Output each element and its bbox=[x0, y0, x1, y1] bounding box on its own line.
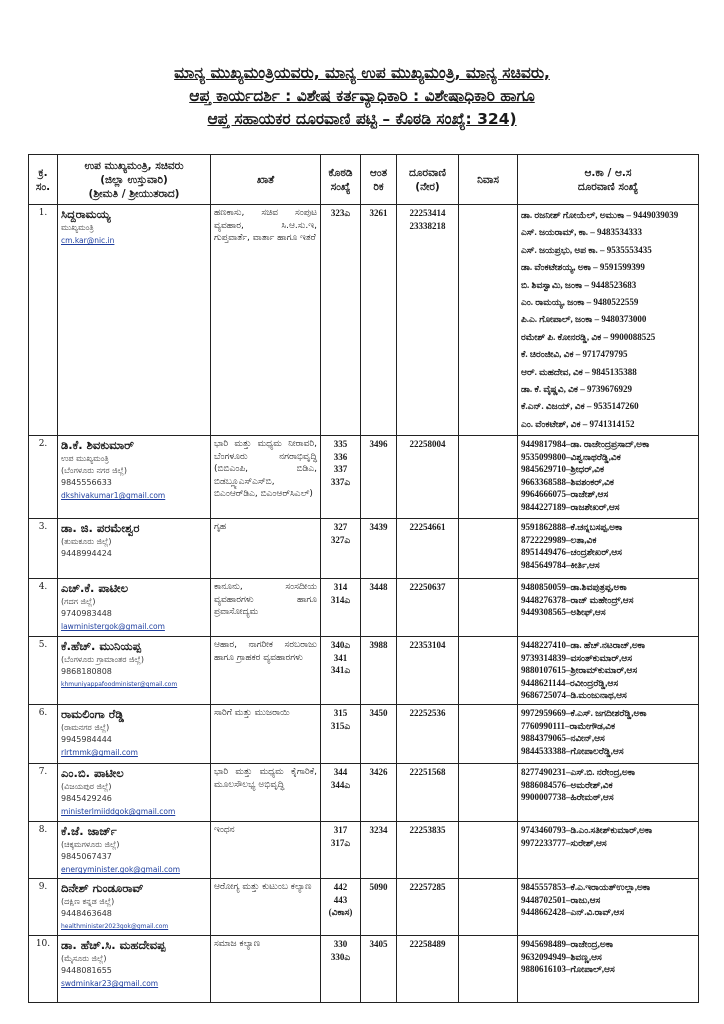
staff-entry: ಕೆ. ಚಿರಂಜೀವಿ, ವಿಕ – 9717479795 bbox=[521, 349, 628, 360]
direct-phone-cell bbox=[397, 579, 459, 637]
residence-cell bbox=[459, 936, 518, 1003]
room-number: 315 bbox=[333, 708, 348, 719]
staff-entry: ಎಸ್. ಜಯರಾಮ್, ಕಾ. – 9483534333 bbox=[521, 227, 643, 238]
room-number: 337ಎ bbox=[330, 476, 351, 487]
direct-phone-cell bbox=[397, 436, 459, 519]
intercom-cell: 3448 bbox=[361, 579, 397, 637]
direct-phone: 22258489 bbox=[409, 939, 446, 950]
residence-cell bbox=[459, 879, 518, 936]
minister-mobile: 9448994424 bbox=[61, 549, 112, 559]
staff-cell bbox=[518, 879, 699, 936]
minister-cell bbox=[58, 936, 211, 1003]
table-row bbox=[29, 705, 699, 764]
minister-designation: (ರಾಮನಗರ ಜಿಲ್ಲೆ) bbox=[61, 723, 110, 733]
staff-entry: 9880107615–ಶ್ರೀರಾಮ್‌ಕುಮಾರ್,ಆಸ bbox=[521, 665, 638, 676]
direct-phone-cell bbox=[397, 519, 459, 579]
staff-cell bbox=[518, 579, 699, 637]
direct-phone-cell bbox=[397, 637, 459, 705]
staff-entry: ಪಿ.ಎ. ಗೋಪಾಲ್, ಜಂಕಾ – 9480373000 bbox=[521, 314, 647, 325]
room-cell bbox=[321, 764, 361, 822]
direct-phone-cell bbox=[397, 879, 459, 936]
minister-email-link[interactable]: ministerlmiiddgok@gmail.com bbox=[61, 807, 176, 817]
direct-phone: 22251568 bbox=[409, 767, 446, 778]
col-name-line-2: (ಜಿಲ್ಲಾ ಉಸ್ತುವಾರಿ) bbox=[100, 173, 168, 186]
col-intercom: ಆಂತ ರಿಕ bbox=[361, 155, 397, 205]
minister-name: ದಿನೇಶ್ ಗುಂಡೂರಾವ್ bbox=[61, 881, 144, 896]
minister-mobile: 9868180808 bbox=[61, 667, 112, 677]
table-row bbox=[29, 519, 699, 579]
minister-name: ಡಾ. ಜಿ. ಪರಮೇಶ್ವರ bbox=[61, 521, 140, 536]
residence-cell bbox=[459, 822, 518, 879]
room-number: 443 bbox=[333, 894, 348, 905]
col-staff bbox=[518, 155, 699, 205]
portfolio-cell: ಭಾರಿ ಮತ್ತು ಮಧ್ಯಮ ನೀರಾವರಿ, ಬೆಂಗಳೂರು ನಗರಾಭಿವೃದ್ಧಿ (ಬಿಬಿಎಂಪಿ, ಬಿಡಿಎ, ಬಿಡಬ್ಲ್ಯೂಎಸ್ಎಸ್‌ಬಿ, ಬಿಎಂಆರ್‌ಡಿಎ, ಬಿಎಂಆರ್‌ಸಿಎಲ್) bbox=[211, 436, 321, 519]
minister-mobile: 9945984444 bbox=[61, 735, 112, 745]
portfolio-cell: ಭಾರಿ ಮತ್ತು ಮಧ್ಯಮ ಕೈಗಾರಿಕೆ, ಮೂಲಸೌಲಭ್ಯ ಅಭಿವೃದ್ಧಿ bbox=[211, 764, 321, 822]
col-staff-line-1: ಆ.ಕಾ / ಆ.ಸ bbox=[584, 166, 632, 179]
staff-cell bbox=[518, 205, 699, 436]
room-number: 327ಎ bbox=[330, 534, 351, 545]
serial-number: 5. bbox=[29, 637, 58, 705]
direct-phone: 23338218 bbox=[409, 220, 446, 231]
staff-entry: 8277490231–ಎಸ್.ಬಿ. ನರೇಂದ್ರ,ಅಕಾ bbox=[521, 767, 636, 778]
table-body bbox=[29, 205, 699, 1003]
col-staff-line-2: ದೂರವಾಣಿ ಸಂಖ್ಯೆ bbox=[577, 180, 639, 193]
room-number: 315ಎ bbox=[330, 720, 351, 731]
staff-entry: 9448621144–ರವೀಂದ್ರರೆಡ್ಡಿ,ಆಸ bbox=[521, 677, 619, 688]
portfolio-cell: ಆಹಾರ, ನಾಗರೀಕ ಸರಬರಾಜು ಹಾಗೂ ಗ್ರಾಹಕರ ವ್ಯವಹಾರಗಳು bbox=[211, 637, 321, 705]
room-number: 314 bbox=[333, 582, 348, 593]
portfolio-cell: ಗೃಹ bbox=[211, 519, 321, 579]
minister-district: (ಬೆಂಗಳೂರು ನಗರ ಜಿಲ್ಲೆ) bbox=[61, 466, 128, 476]
portfolio-cell: ಆರೋಗ್ಯ ಮತ್ತು ಕುಟುಂಬ ಕಲ್ಯಾಣ bbox=[211, 879, 321, 936]
minister-email-link[interactable]: dkshivakumar1@gmail.com bbox=[61, 491, 166, 501]
direct-phone-cell bbox=[397, 936, 459, 1003]
staff-entry: ರಮೇಶ್ ಪಿ. ಕೋನರಡ್ಡಿ, ವಿಕ – 9900088525 bbox=[521, 331, 656, 342]
staff-entry: 9686725074–ಡಿ.ಮಂಜುನಾಥ,ಆಸ bbox=[521, 690, 627, 701]
staff-entry: ಆರ್. ಮಹದೇವ, ವಿಕ – 9845135388 bbox=[521, 366, 637, 377]
minister-cell bbox=[58, 436, 211, 519]
table-row bbox=[29, 822, 699, 879]
minister-designation: (ಬೆಂಗಳೂರು ಗ್ರಾಮಾಂತರ ಜಿಲ್ಲೆ) bbox=[61, 655, 144, 665]
intercom-cell: 3496 bbox=[361, 436, 397, 519]
intercom-cell: 3450 bbox=[361, 705, 397, 764]
minister-cell bbox=[58, 579, 211, 637]
minister-email-link[interactable]: energyminister.gok@gmail.com bbox=[61, 865, 181, 875]
staff-entry: 9964666075–ರಾಜೇಶ್,ಆಸ bbox=[521, 489, 609, 500]
header-line-2: ಆಪ್ತ ಕಾರ್ಯದರ್ಶಿ : ವಿಶೇಷ ಕರ್ತವ್ಯಾಧಿಕಾರಿ : ವಿಶೇಷಾಧಿಕಾರಿ ಹಾಗೂ bbox=[189, 87, 535, 105]
portfolio-cell: ಹಣಕಾಸು, ಸಚಿವ ಸಂಪುಟ ವ್ಯವಹಾರ, ಸಿ.ಆ.ಸು.ಇ, ಗುಪ್ತವಾರ್ತೆ, ವಾರ್ತಾ ಹಾಗೂ ಇತರೆ bbox=[211, 205, 321, 436]
room-number: 344 bbox=[333, 767, 348, 778]
room-cell bbox=[321, 436, 361, 519]
room-cell bbox=[321, 822, 361, 879]
minister-designation: ಮುಖ್ಯಮಂತ್ರಿ bbox=[61, 223, 94, 232]
serial-number: 3. bbox=[29, 519, 58, 579]
staff-entry: ಡಾ. ಕೆ. ವೈಷ್ಣವಿ, ವಿಕ – 9739676929 bbox=[521, 384, 632, 395]
staff-entry: 9945698489–ರಾಜೇಂದ್ರ,ಅಕಾ bbox=[521, 939, 614, 950]
minister-cell bbox=[58, 764, 211, 822]
direct-phone: 22252536 bbox=[409, 708, 446, 719]
staff-entry: 9743460793–ಡಿ.ಎಂ.ಸತೀಶ್‌ಕುಮಾರ್,ಅಕಾ bbox=[521, 825, 653, 836]
staff-entry: 9449308565–ಅಶೀಫ್,ಆಸ bbox=[521, 607, 606, 618]
room-cell bbox=[321, 579, 361, 637]
room-number: 330 bbox=[333, 939, 348, 950]
staff-entry: ಎಂ. ವೆಂಕಟೇಶ್, ವಿಕ – 9741314152 bbox=[521, 418, 635, 429]
staff-cell bbox=[518, 637, 699, 705]
staff-entry: 9844227189–ರಾಜಶೇಖರ್,ಆಸ bbox=[521, 501, 620, 512]
direct-phone: 22254661 bbox=[409, 522, 446, 533]
residence-cell bbox=[459, 205, 518, 436]
staff-entry: 8722229989–ಲತಾ,ವಿಕ bbox=[521, 534, 597, 545]
room-number: 337 bbox=[333, 464, 348, 475]
col-sl: ಕ್ರ. ಸಂ. bbox=[29, 155, 58, 205]
staff-entry: 9845649784–ಕೀರ್ತಿ,ಆಸ bbox=[521, 559, 600, 570]
residence-cell bbox=[459, 519, 518, 579]
portfolio-cell: ಇಂಧನ bbox=[211, 822, 321, 879]
room-number: (ವಿಕಾಸ) bbox=[328, 907, 353, 918]
staff-cell bbox=[518, 519, 699, 579]
minister-designation: (ವಿಜಯಪುರ ಜಿಲ್ಲೆ) bbox=[61, 782, 112, 792]
col-residence: ನಿವಾಸ bbox=[459, 155, 518, 205]
intercom-cell: 3426 bbox=[361, 764, 397, 822]
direct-phone: 22253835 bbox=[409, 825, 446, 836]
direct-phone: 22258004 bbox=[409, 439, 446, 450]
staff-entry: 8951449476–ಚಂದ್ರಶೇಖರ್,ಆಸ bbox=[521, 547, 622, 558]
room-number: 336 bbox=[333, 451, 348, 462]
room-cell bbox=[321, 637, 361, 705]
staff-entry: 9845557853–ಕೆ.ಎ.ಇರಾಯತ್‌ಉಲ್ಲಾ,ಅಕಾ bbox=[521, 882, 651, 893]
staff-entry: ಕೆ.ಎನ್. ವಿಜಯ್, ವಿಕ – 9535147260 bbox=[521, 401, 639, 412]
staff-entry: 9739314839–ವಸಂತ್‌ಕುಮಾರ್,ಆಸ bbox=[521, 652, 633, 663]
col-portfolio: ಖಾತೆ bbox=[211, 155, 321, 205]
minister-name: ರಾಮಲಿಂಗಾ ರೆಡ್ಡಿ bbox=[61, 707, 124, 722]
staff-entry: 9880616103–ಗೋಪಾಲ್,ಆಸ bbox=[521, 964, 615, 975]
staff-entry: 9448662428–ಎನ್.ವಿ.ರಾವ್,ಆಸ bbox=[521, 907, 625, 918]
room-cell bbox=[321, 705, 361, 764]
staff-entry: 9844533388–ಗೋಪಾಲರೆಡ್ಡಿ,ಆಸ bbox=[521, 745, 624, 756]
staff-entry: 9448276378–ರಾಜ್ ಮಹೇಂದ್ರ್,ಆಸ bbox=[521, 594, 634, 605]
direct-phone-cell bbox=[397, 822, 459, 879]
minister-mobile: 9448463648 bbox=[61, 909, 112, 919]
phone-directory-table bbox=[28, 154, 699, 1003]
direct-phone: 22253414 bbox=[409, 208, 446, 218]
table-row bbox=[29, 579, 699, 637]
minister-mobile: 9845067437 bbox=[61, 852, 112, 862]
room-number: 330ಎ bbox=[330, 951, 351, 962]
staff-cell bbox=[518, 822, 699, 879]
intercom-cell: 3405 bbox=[361, 936, 397, 1003]
direct-phone-cell bbox=[397, 205, 459, 436]
direct-phone: 22353104 bbox=[409, 640, 446, 651]
room-cell bbox=[321, 519, 361, 579]
minister-designation: (ದಕ್ಷಿಣ ಕನ್ನಡ ಜಿಲ್ಲೆ) bbox=[61, 897, 115, 907]
direct-phone: 22250637 bbox=[409, 582, 446, 593]
intercom-cell: 3261 bbox=[361, 205, 397, 436]
staff-entry: 9884379065–ನವೀನ್,ಆಸ bbox=[521, 733, 605, 744]
table-row bbox=[29, 936, 699, 1003]
intercom-cell: 3234 bbox=[361, 822, 397, 879]
room-number: 335 bbox=[333, 439, 348, 450]
serial-number: 7. bbox=[29, 764, 58, 822]
minister-cell bbox=[58, 637, 211, 705]
staff-cell bbox=[518, 436, 699, 519]
minister-cell bbox=[58, 705, 211, 764]
staff-entry: 9900007738–ಹಿರೇಮಠ್,ಆಸ bbox=[521, 792, 614, 803]
room-cell bbox=[321, 205, 361, 436]
document-header bbox=[0, 62, 724, 131]
serial-number: 8. bbox=[29, 822, 58, 879]
staff-entry: 9480850059–ಡಾ.ಶಿವಪುತ್ರಪ್ಪ,ಅಕಾ bbox=[521, 582, 627, 593]
staff-entry: ಡಾ. ರಜನೀಶ್ ಗೋಯೆಲ್, ಅಮುಕಾ – 9449039039 bbox=[521, 210, 679, 220]
staff-cell bbox=[518, 764, 699, 822]
room-number: 317 bbox=[333, 825, 348, 836]
minister-cell bbox=[58, 879, 211, 936]
room-cell bbox=[321, 936, 361, 1003]
table-header-row bbox=[29, 155, 699, 205]
intercom-cell: 3988 bbox=[361, 637, 397, 705]
col-name-line-3: (ಶ್ರೀಮತಿ / ಶ್ರೀಯುತರಾದ) bbox=[88, 187, 180, 200]
minister-email-link[interactable]: swdminkar23@gmail.com bbox=[61, 979, 159, 989]
minister-name: ಎಂ.ಬಿ. ಪಾಟೀಲ bbox=[61, 766, 124, 781]
serial-number: 6. bbox=[29, 705, 58, 764]
minister-mobile: 9448081655 bbox=[61, 966, 112, 976]
staff-entry: 9448702501–ರಾಜು,ಆಸ bbox=[521, 894, 601, 905]
col-name-line-1: ಉಪ ಮುಖ್ಯಮಂತ್ರಿ, ಸಚಿವರು bbox=[84, 159, 184, 172]
residence-cell bbox=[459, 436, 518, 519]
table-row bbox=[29, 879, 699, 936]
table-row bbox=[29, 436, 699, 519]
table-row bbox=[29, 764, 699, 822]
minister-email-link[interactable]: lawministergok@gmail.com bbox=[61, 622, 165, 632]
col-phone: ದೂರವಾಣಿ (ನೇರ) bbox=[397, 155, 459, 205]
portfolio-cell: ಕಾನೂನು, ಸಂಸದೀಯ ವ್ಯವಹಾರಗಳು ಹಾಗೂ ಪ್ರವಾಸೋದ್ಯಮ bbox=[211, 579, 321, 637]
room-number: 341ಎ bbox=[330, 665, 351, 676]
minister-designation: (ಮೈಸೂರು ಜಿಲ್ಲೆ) bbox=[61, 954, 107, 964]
minister-designation: (ಚಿಕ್ಕಮಗಳೂರು ಜಿಲ್ಲೆ) bbox=[61, 840, 120, 850]
staff-entry: 9535099800–ವಿಶ್ವನಾಥರೆಡ್ಡಿ,ವಿಕ bbox=[521, 451, 621, 462]
direct-phone-cell bbox=[397, 764, 459, 822]
staff-cell bbox=[518, 705, 699, 764]
room-number: 327 bbox=[333, 522, 348, 533]
table-row bbox=[29, 205, 699, 436]
portfolio-cell: ಸಾರಿಗೆ ಮತ್ತು ಮುಜರಾಯಿ bbox=[211, 705, 321, 764]
staff-entry: ಡಾ. ವೆಂಕಟೇಶಯ್ಯ, ಅಕಾ – 9591599399 bbox=[521, 262, 645, 273]
minister-name: ಸಿದ್ದರಾಮಯ್ಯ bbox=[61, 207, 111, 221]
minister-designation: ಉಪ ಮುಖ್ಯಮಂತ್ರಿ bbox=[61, 454, 109, 464]
serial-number: 4. bbox=[29, 579, 58, 637]
staff-entry: 9972959669–ಕೆ.ಎಸ್. ಜಗದೀಶರೆಡ್ಡಿ,ಅಕಾ bbox=[521, 708, 647, 719]
residence-cell bbox=[459, 637, 518, 705]
minister-cell bbox=[58, 519, 211, 579]
serial-number: 10. bbox=[29, 936, 58, 1003]
minister-mobile: 9740983448 bbox=[61, 609, 112, 619]
room-number: 317ಎ bbox=[330, 837, 351, 848]
residence-cell bbox=[459, 764, 518, 822]
residence-cell bbox=[459, 579, 518, 637]
room-cell bbox=[321, 879, 361, 936]
portfolio-cell: ಸಮಾಜ ಕಲ್ಯಾಣ bbox=[211, 936, 321, 1003]
staff-cell bbox=[518, 936, 699, 1003]
col-room: ಕೊಠಡಿ ಸಂಖ್ಯೆ bbox=[321, 155, 361, 205]
minister-name: ಕೆ.ಹೆಚ್. ಮುನಿಯಪ್ಪ bbox=[61, 639, 141, 654]
residence-cell bbox=[459, 705, 518, 764]
col-name bbox=[58, 155, 211, 205]
minister-name: ಡಾ. ಹೆಚ್.ಸಿ. ಮಹದೇವಪ್ಪ bbox=[61, 938, 166, 953]
minister-email-link[interactable]: cm.kar@nic.in bbox=[61, 236, 115, 245]
header-line-1: ಮಾನ್ಯ ಮುಖ್ಯಮಂತ್ರಿಯವರು, ಮಾನ್ಯ ಉಪ ಮುಖ್ಯಮಂತ್ರಿ, ಮಾನ್ಯ ಸಚಿವರು, bbox=[174, 64, 550, 82]
staff-entry: 9663368588–ಶಿವಶಂಕರ್,ವಿಕ bbox=[521, 476, 614, 487]
minister-cell bbox=[58, 822, 211, 879]
staff-entry: 9449817984–ಡಾ. ರಾಜೇಂದ್ರಪ್ರಸಾದ್,ಅಕಾ bbox=[521, 439, 650, 450]
staff-entry: 9972233777–ಸುರೇಶ್,ಆಸ bbox=[521, 837, 607, 848]
minister-name: ಎಚ್.ಕೆ. ಪಾಟೀಲ bbox=[61, 581, 129, 596]
staff-entry: ಬಿ. ಶಿವಸ್ವಾಮಿ, ಜಂಕಾ – 9448523683 bbox=[521, 279, 637, 290]
serial-number: 1. bbox=[29, 205, 58, 436]
direct-phone: 22257285 bbox=[409, 882, 446, 893]
staff-entry: 9632094949–ಶಿವಣ್ಣ,ಆಸ bbox=[521, 951, 602, 962]
minister-cell bbox=[58, 205, 211, 436]
staff-entry: 9591862888–ಕೆ.ಚನ್ನಬಸಪ್ಪ,ಅಕಾ bbox=[521, 522, 623, 533]
room-number: 341 bbox=[333, 652, 348, 663]
minister-designation: (ತುಮಕೂರು ಜಿಲ್ಲೆ) bbox=[61, 537, 112, 547]
serial-number: 9. bbox=[29, 879, 58, 936]
minister-designation: (ಗದಗ ಜಿಲ್ಲೆ) bbox=[61, 597, 96, 607]
room-number: 314ಎ bbox=[330, 594, 351, 605]
room-number: 442 bbox=[333, 882, 348, 893]
minister-mobile: 9845429246 bbox=[61, 794, 112, 804]
header-line-3: ಆಪ್ತ ಸಹಾಯಕರ ದೂರವಾಣಿ ಪಟ್ಟಿ – ಕೊಠಡಿ ಸಂಖ್ಯೆ: 324) bbox=[207, 110, 517, 128]
minister-email-link[interactable]: healthminister2023gok@gmail.com bbox=[61, 923, 169, 931]
table-row bbox=[29, 637, 699, 705]
minister-email-link[interactable]: khmuniyappafoodminister@gmail.com bbox=[61, 681, 178, 689]
staff-entry: 9448227410–ಡಾ. ಹೆಚ್.ನಟರಾಜ್,ಅಕಾ bbox=[521, 640, 646, 651]
minister-name: ಕೆ.ಜೆ. ಜಾರ್ಜ್ bbox=[61, 824, 117, 839]
room-number: 340ಎ bbox=[330, 640, 351, 651]
minister-mobile: 9845556633 bbox=[61, 478, 112, 488]
room-number: 344ಎ bbox=[330, 779, 351, 790]
staff-entry: 9845629710–ಶ್ರೀಧರ್,ವಿಕ bbox=[521, 464, 605, 475]
minister-name: ಡಿ.ಕೆ. ಶಿವಕುಮಾರ್ bbox=[61, 438, 134, 453]
staff-entry: ಎಸ್. ಜಯಪ್ರಭು, ಅಪ ಕಾ. – 9535553435 bbox=[521, 244, 652, 255]
minister-email-link[interactable]: rlrtmmk@gmail.com bbox=[61, 748, 138, 758]
intercom-cell: 3439 bbox=[361, 519, 397, 579]
room-number: 323ಎ bbox=[330, 208, 351, 218]
serial-number: 2. bbox=[29, 436, 58, 519]
direct-phone-cell bbox=[397, 705, 459, 764]
staff-entry: 9886084576–ಅಮರೇಶ್,ವಿಕ bbox=[521, 779, 613, 790]
staff-entry: 7760990111–ರಾಮೇಗೌಡ,ವಿಕ bbox=[521, 720, 616, 731]
staff-entry: ಎಂ. ರಾಮಯ್ಯ, ಜಂಕಾ – 9480522559 bbox=[521, 297, 639, 308]
intercom-cell: 5090 bbox=[361, 879, 397, 936]
